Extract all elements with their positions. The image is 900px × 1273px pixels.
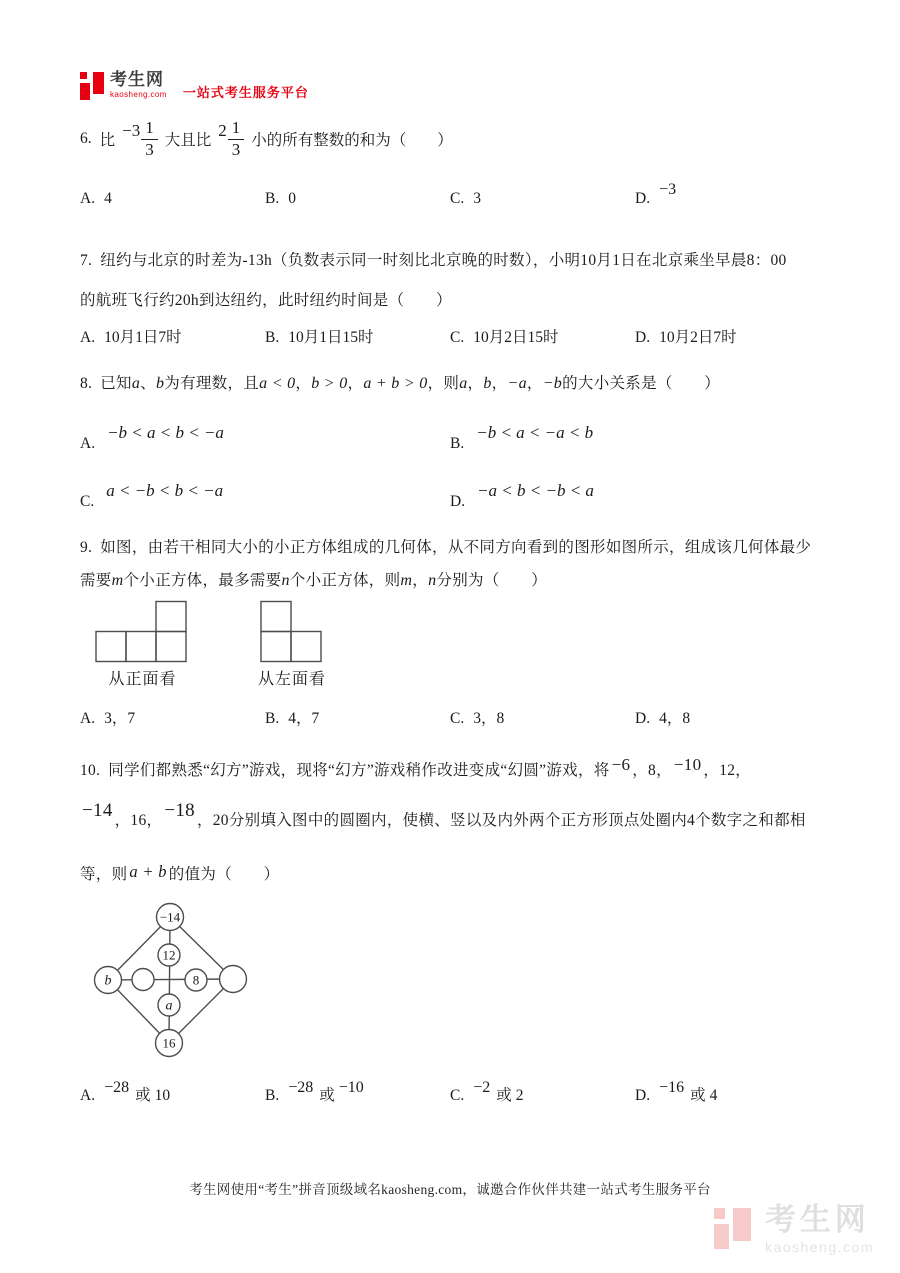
- option-10-b: B. −28 或 −10: [265, 1079, 364, 1104]
- option-8-c: C. a < −b < b < −a: [80, 481, 224, 510]
- question-7-options: [80, 325, 822, 347]
- mixed-fraction: −3 $\frac{1}{3}$: [122, 118, 158, 160]
- logo-block: [80, 72, 87, 79]
- logo-tagline: 一站式考生服务平台: [182, 85, 309, 100]
- watermark-site-name: 考生网: [764, 1202, 870, 1237]
- option-8-b: B. −b < a < −a < b: [450, 423, 594, 452]
- option-9-c: C. 3，8: [450, 710, 505, 727]
- watermark-logo: [714, 1204, 874, 1256]
- front-view-figure: [95, 600, 190, 689]
- option-7-c: C. 10月2日15时: [450, 329, 559, 346]
- circle-inner-top-value: 12: [162, 947, 176, 963]
- option-8-d: D. −a < b < −b < a: [450, 481, 594, 510]
- front-view-drawing: [95, 600, 190, 663]
- question-9-options: [80, 706, 822, 728]
- question-9-figures: [95, 600, 822, 689]
- circle-bottom-value: 16: [162, 1035, 176, 1051]
- kaosheng-logo-icon: [80, 72, 105, 102]
- question-8-stem: 8. 已知a、b为有理数，且a < 0，b > 0，a + b > 0，则a，b，−a，−b的大小关系是（ ）: [80, 375, 721, 392]
- question-10: [80, 755, 822, 1119]
- logo-block: [80, 83, 90, 100]
- option-8-a: A. −b < a < b < −a: [80, 423, 224, 452]
- stem-text: 大且比: [164, 132, 212, 149]
- logo-block: [714, 1224, 729, 1249]
- option-9-a: A. 3，7: [80, 710, 136, 727]
- stem-text: 小的所有整数的和为（ ）: [251, 132, 453, 149]
- logo-site-name: 考生网: [110, 70, 164, 89]
- logo-text: [110, 71, 167, 99]
- mixed-fraction: 2 $\frac{1}{3}$: [218, 118, 244, 160]
- logo-block: [93, 72, 104, 94]
- option-9-b: B. 4，7: [265, 710, 320, 727]
- logo-block: [714, 1208, 725, 1219]
- option-7-b: B. 10月1日15时: [265, 329, 374, 346]
- option-6-b: B. 0: [265, 190, 296, 207]
- circle-inner-bottom-value: a: [165, 998, 173, 1014]
- question-9-stem-line2: 需要m个小正方体，最多需要n个小正方体，则m，n分别为（ ）: [80, 572, 547, 589]
- option-10-d: D. −16 或 4: [635, 1079, 718, 1104]
- question-8-options-row2: [80, 463, 822, 511]
- page-footer: 考生网使用“考生”拼音顶级域名kaosheng.com，诚邀合作伙伴共建一站式考生服务平台: [189, 1182, 711, 1197]
- option-9-d: D. 4，8: [635, 710, 691, 727]
- watermark-text: [765, 1204, 874, 1255]
- question-6-stem: [80, 110, 822, 168]
- front-view-label: 从正面看: [108, 671, 177, 688]
- question-10-stem-line3: 等，则 a + b 的值为（ ）: [80, 862, 280, 883]
- question-6: [80, 110, 822, 222]
- question-10-stem-line2: −14 ，16， −18 ，20分别填入图中的圆圈内，使横、竖以及内外两个正方形顶点处圈内4个数字之和都相: [82, 800, 806, 829]
- option-6-a: A. 4: [80, 190, 112, 207]
- option-7-d: D. 10月2日7时: [635, 329, 737, 346]
- option-10-a: A. −28 或 10: [80, 1079, 171, 1104]
- watermark-logo-icon: [714, 1208, 752, 1256]
- circle-left-value: b: [104, 973, 112, 989]
- circle-top-value: −14: [159, 909, 181, 925]
- magic-circle-drawing: [85, 898, 260, 1066]
- question-10-stem-line1: 10. 同学们都熟悉“幻方”游戏，现将“幻方”游戏稍作改进变成“幻圆”游戏，将 −6 ，8， −10 ，12，: [80, 755, 752, 779]
- left-view-drawing: [260, 600, 325, 663]
- question-10-options: [80, 1079, 822, 1119]
- question-7-stem-line2: 的航班飞行约20h到达纽约，此时纽约时间是（ ）: [80, 292, 452, 309]
- question-number: 6.: [80, 130, 92, 147]
- question-8-options-row1: [80, 405, 822, 453]
- logo-block: [733, 1208, 751, 1241]
- logo-domain: kaosheng.com: [110, 89, 167, 99]
- magic-circle-figure: [85, 898, 822, 1071]
- option-7-a: A. 10月1日7时: [80, 329, 182, 346]
- option-10-c: C. −2 或 2: [450, 1079, 524, 1104]
- question-6-options: [80, 181, 822, 222]
- left-view-label: 从左面看: [258, 671, 327, 688]
- circle-inner-right-value: 8: [192, 972, 200, 988]
- question-8: [80, 373, 822, 511]
- question-9: [80, 537, 822, 728]
- question-7-stem-line1: 7. 纽约与北京的时差为-13h（负数表示同一时刻比北京晚的时数），小明10月1日在北京乘坐早晨8：00: [80, 252, 787, 269]
- question-7: [80, 250, 822, 347]
- watermark-domain: kaosheng.com: [764, 1238, 874, 1255]
- option-6-d: D.−3: [635, 181, 677, 207]
- option-6-c: C. 3: [450, 190, 481, 207]
- left-view-figure: [258, 600, 326, 689]
- site-header: [80, 62, 822, 106]
- question-9-stem-line1: 9. 如图，由若干相同大小的小正方体组成的几何体，从不同方向看到的图形如图所示，组成该几何体最少: [80, 539, 812, 556]
- stem-text: 比: [99, 132, 116, 149]
